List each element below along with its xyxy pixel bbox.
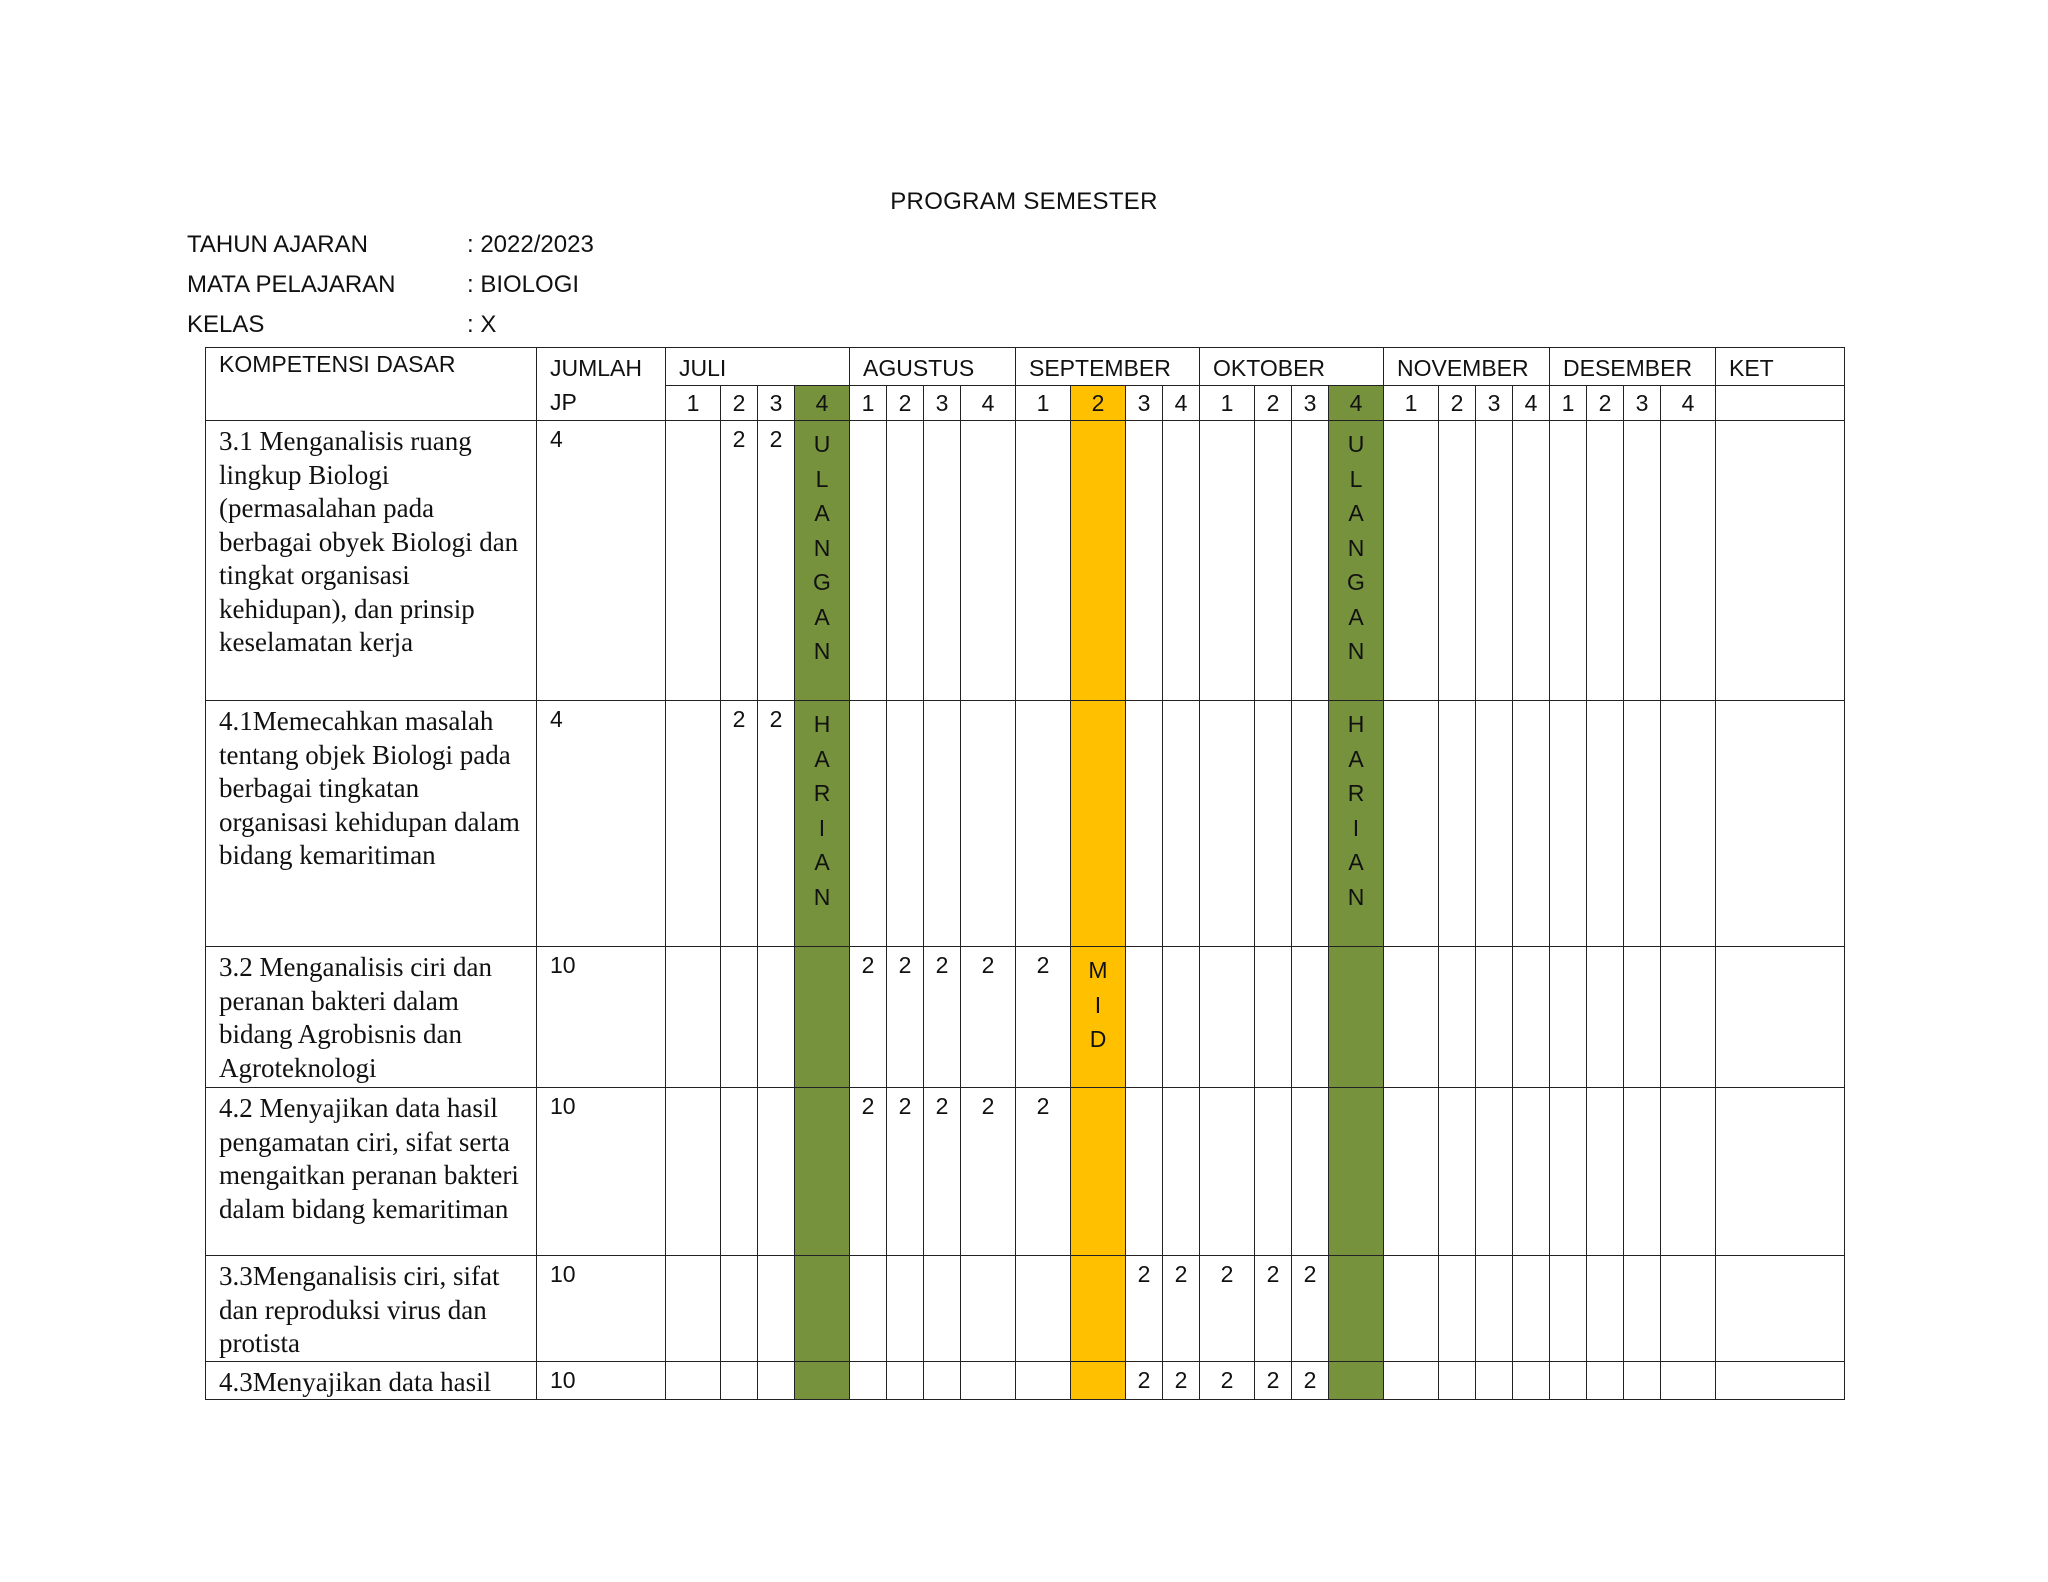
schedule-cell — [1661, 1256, 1716, 1362]
schedule-cell — [961, 421, 1016, 701]
week-number: 2 — [721, 386, 758, 421]
schedule-cell: 2 — [1163, 1256, 1200, 1362]
schedule-cell — [924, 701, 961, 947]
schedule-cell — [1587, 701, 1624, 947]
table-row — [206, 1361, 1845, 1400]
schedule-cell — [1587, 947, 1624, 1088]
schedule-cell — [1163, 947, 1200, 1088]
schedule-cell — [1624, 1361, 1661, 1400]
schedule-cell — [1550, 1361, 1587, 1400]
week-number: 3 — [1126, 386, 1163, 421]
schedule-cell: 2 — [758, 421, 795, 701]
schedule-cell — [666, 947, 721, 1088]
schedule-cell — [1071, 947, 1126, 1088]
vertical-letter: N — [813, 883, 831, 910]
schedule-cell — [1384, 701, 1439, 947]
week-number: 4 — [1513, 386, 1550, 421]
vertical-letter: L — [815, 465, 829, 492]
schedule-cell — [1624, 701, 1661, 947]
month-header-oktober: OKTOBER — [1200, 348, 1384, 386]
schedule-cell — [1126, 701, 1163, 947]
tahun-ajaran-value: : 2022/2023 — [467, 231, 594, 258]
schedule-cell — [1624, 1256, 1661, 1362]
schedule-cell: 2 — [924, 1088, 961, 1256]
vertical-letter: A — [814, 500, 830, 526]
schedule-cell — [1661, 947, 1716, 1088]
table-row — [206, 701, 1845, 947]
kompetensi-dasar-cell: 4.2 Menyajikan data hasil pengamatan ciri, sifat serta mengaitkan peranan bakteri dalam bidang kemaritiman — [206, 1088, 537, 1256]
schedule-cell — [795, 1361, 850, 1400]
schedule-cell: 2 — [1126, 1256, 1163, 1362]
ket-cell — [1716, 1088, 1845, 1256]
schedule-cell — [1071, 701, 1126, 947]
schedule-cell — [1513, 1088, 1550, 1256]
schedule-cell — [666, 421, 721, 701]
schedule-cell — [758, 1256, 795, 1362]
schedule-cell — [1329, 1361, 1384, 1400]
schedule-cell — [1476, 1088, 1513, 1256]
schedule-cell — [1587, 1361, 1624, 1400]
schedule-cell: 2 — [1292, 1361, 1329, 1400]
week-number: 1 — [1384, 386, 1439, 421]
schedule-cell — [721, 1088, 758, 1256]
schedule-cell — [1661, 1361, 1716, 1400]
week-number: 2 — [1071, 386, 1126, 421]
schedule-cell — [666, 701, 721, 947]
schedule-cell — [850, 701, 887, 947]
schedule-cell — [1587, 421, 1624, 701]
vertical-letter: R — [813, 780, 831, 806]
mata-pelajaran-label: MATA PELAJARAN — [187, 271, 396, 298]
schedule-cell — [795, 947, 850, 1088]
schedule-cell — [666, 1088, 721, 1256]
month-header-september: SEPTEMBER — [1016, 348, 1200, 386]
schedule-cell — [1016, 421, 1071, 701]
mata-pelajaran-value: : BIOLOGI — [467, 271, 580, 298]
schedule-cell — [1384, 947, 1439, 1088]
month-header-desember: DESEMBER — [1550, 348, 1716, 386]
schedule-cell — [1661, 421, 1716, 701]
schedule-cell — [1200, 947, 1255, 1088]
ket-week-blank — [1716, 386, 1845, 421]
jumlah-label: JUMLAH — [550, 355, 643, 381]
schedule-cell — [1200, 1088, 1255, 1256]
week-number: 2 — [1439, 386, 1476, 421]
schedule-cell — [1513, 947, 1550, 1088]
schedule-cell — [666, 1256, 721, 1362]
week-number: 3 — [1476, 386, 1513, 421]
schedule-cell — [721, 947, 758, 1088]
schedule-cell — [1661, 1088, 1716, 1256]
vertical-letter: A — [1348, 745, 1364, 772]
schedule-cell — [1624, 421, 1661, 701]
schedule-cell — [1439, 1256, 1476, 1362]
schedule-cell — [1292, 701, 1329, 947]
schedule-cell — [1071, 1088, 1126, 1256]
vertical-letter: H — [813, 711, 831, 737]
schedule-cell — [887, 1256, 924, 1362]
schedule-cell: 2 — [721, 421, 758, 701]
schedule-cell — [961, 701, 1016, 947]
schedule-cell — [1384, 1361, 1439, 1400]
kompetensi-dasar-cell: 4.1Memecahkan masalah tentang objek Biologi pada berbagai tingkatan organisasi kehidupan dalam bidang kemaritiman — [206, 701, 537, 947]
schedule-cell — [1587, 1256, 1624, 1362]
schedule-cell — [1163, 701, 1200, 947]
vertical-letter: A — [1348, 849, 1364, 875]
schedule-cell — [1384, 421, 1439, 701]
schedule-cell — [1439, 421, 1476, 701]
schedule-cell — [961, 1256, 1016, 1362]
week-number: 4 — [1661, 386, 1716, 421]
schedule-cell — [1016, 1256, 1071, 1362]
schedule-cell: 2 — [1200, 1361, 1255, 1400]
week-number: 4 — [961, 386, 1016, 421]
schedule-cell — [721, 1256, 758, 1362]
ulangan-harian-vertical-label — [1329, 426, 1383, 669]
schedule-cell: 2 — [1200, 1256, 1255, 1362]
vertical-letter: G — [813, 569, 831, 595]
jumlah-jp-cell: 10 — [537, 947, 666, 1088]
schedule-cell — [758, 947, 795, 1088]
vertical-letter: U — [813, 431, 831, 457]
schedule-cell: 2 — [850, 1088, 887, 1256]
ket-cell — [1716, 947, 1845, 1088]
schedule-cell — [758, 1361, 795, 1400]
schedule-cell: 2 — [758, 701, 795, 947]
schedule-cell — [1550, 701, 1587, 947]
schedule-cell — [1661, 701, 1716, 947]
ket-cell — [1716, 701, 1845, 947]
schedule-cell — [795, 421, 850, 701]
schedule-cell — [758, 1088, 795, 1256]
kelas-label: KELAS — [187, 311, 265, 338]
schedule-cell — [1476, 421, 1513, 701]
schedule-cell — [1329, 1088, 1384, 1256]
schedule-cell — [1292, 1088, 1329, 1256]
schedule-cell — [1384, 1256, 1439, 1362]
vertical-letter: A — [1348, 603, 1364, 630]
schedule-cell — [850, 1256, 887, 1362]
schedule-cell: 2 — [1292, 1256, 1329, 1362]
schedule-cell: 2 — [1016, 947, 1071, 1088]
vertical-letter: N — [1347, 883, 1365, 910]
schedule-cell — [887, 1361, 924, 1400]
schedule-cell — [1071, 1361, 1126, 1400]
ket-cell — [1716, 421, 1845, 701]
schedule-cell — [1476, 1256, 1513, 1362]
schedule-cell — [850, 421, 887, 701]
schedule-cell — [1329, 1256, 1384, 1362]
schedule-cell: 2 — [961, 1088, 1016, 1256]
vertical-letter: I — [818, 814, 826, 841]
schedule-cell — [887, 421, 924, 701]
week-number: 3 — [758, 386, 795, 421]
schedule-cell: 2 — [1163, 1361, 1200, 1400]
schedule-cell — [1329, 947, 1384, 1088]
schedule-cell — [1439, 1361, 1476, 1400]
schedule-cell — [1476, 947, 1513, 1088]
week-number: 2 — [1587, 386, 1624, 421]
kompetensi-dasar-cell: 4.3Menyajikan data hasil — [206, 1361, 537, 1400]
schedule-cell — [1200, 701, 1255, 947]
week-number: 1 — [666, 386, 721, 421]
schedule-cell — [924, 421, 961, 701]
schedule-cell — [1476, 1361, 1513, 1400]
vertical-letter: A — [1348, 500, 1364, 526]
ket-cell — [1716, 1256, 1845, 1362]
schedule-cell — [1439, 701, 1476, 947]
schedule-cell — [924, 1256, 961, 1362]
schedule-cell — [1071, 1256, 1126, 1362]
table-row — [206, 1088, 1845, 1256]
vertical-letter: R — [1347, 780, 1365, 806]
schedule-cell: 2 — [1016, 1088, 1071, 1256]
schedule-cell — [1200, 421, 1255, 701]
jumlah-jp-cell: 4 — [537, 701, 666, 947]
schedule-cell — [1255, 1088, 1292, 1256]
mid-semester-vertical-label — [1071, 952, 1125, 1057]
page-title: PROGRAM SEMESTER — [890, 188, 1158, 215]
kelas-value: : X — [467, 311, 497, 338]
week-number: 1 — [1200, 386, 1255, 421]
schedule-cell — [1476, 701, 1513, 947]
schedule-cell — [1292, 947, 1329, 1088]
month-header-november: NOVEMBER — [1384, 348, 1550, 386]
table-row — [206, 947, 1845, 1088]
vertical-letter: A — [814, 849, 830, 875]
table-row — [206, 1256, 1845, 1362]
schedule-cell — [1016, 701, 1071, 947]
week-number: 4 — [1163, 386, 1200, 421]
jumlah-jp-header — [537, 348, 666, 421]
schedule-cell — [924, 1361, 961, 1400]
vertical-letter: N — [1347, 638, 1365, 664]
month-header-juli: JULI — [666, 348, 850, 386]
schedule-cell: 2 — [1255, 1361, 1292, 1400]
ulangan-harian-vertical-label — [795, 426, 849, 669]
kompetensi-dasar-header: KOMPETENSI DASAR — [206, 348, 537, 421]
vertical-letter: N — [813, 534, 831, 561]
week-number: 4 — [795, 386, 850, 421]
week-number: 3 — [1624, 386, 1661, 421]
week-number: 1 — [1550, 386, 1587, 421]
schedule-cell — [795, 1088, 850, 1256]
ulangan-harian-vertical-label — [1329, 706, 1383, 914]
schedule-cell — [1550, 947, 1587, 1088]
schedule-cell — [1439, 947, 1476, 1088]
kompetensi-dasar-cell: 3.3Menganalisis ciri, sifat dan reproduksi virus dan protista — [206, 1256, 537, 1362]
schedule-cell — [887, 701, 924, 947]
program-semester-table — [205, 347, 1845, 1400]
vertical-letter: G — [1347, 569, 1365, 595]
schedule-cell — [1513, 1256, 1550, 1362]
schedule-cell — [666, 1361, 721, 1400]
schedule-cell — [1071, 421, 1126, 701]
schedule-cell: 2 — [924, 947, 961, 1088]
vertical-letter: A — [814, 745, 830, 772]
vertical-letter: A — [814, 603, 830, 630]
schedule-cell — [1550, 1088, 1587, 1256]
schedule-cell — [1255, 947, 1292, 1088]
schedule-cell — [1163, 1088, 1200, 1256]
vertical-letter: H — [1347, 711, 1365, 737]
jumlah-jp-cell: 10 — [537, 1088, 666, 1256]
kompetensi-dasar-cell: 3.2 Menganalisis ciri dan peranan bakteri dalam bidang Agrobisnis dan Agroteknologi — [206, 947, 537, 1088]
ket-header: KET — [1716, 348, 1845, 386]
schedule-cell — [1439, 1088, 1476, 1256]
week-number: 4 — [1329, 386, 1384, 421]
ket-cell — [1716, 1361, 1845, 1400]
schedule-cell — [850, 1361, 887, 1400]
schedule-cell: 2 — [1255, 1256, 1292, 1362]
header-row-months — [206, 348, 1845, 386]
schedule-cell — [1624, 1088, 1661, 1256]
schedule-cell — [1550, 421, 1587, 701]
schedule-cell — [1550, 1256, 1587, 1362]
schedule-cell — [721, 1361, 758, 1400]
month-header-agustus: AGUSTUS — [850, 348, 1016, 386]
vertical-letter: U — [1347, 431, 1365, 457]
schedule-cell — [1587, 1088, 1624, 1256]
schedule-cell: 2 — [850, 947, 887, 1088]
ulangan-harian-vertical-label — [795, 706, 849, 914]
schedule-cell: 2 — [1126, 1361, 1163, 1400]
jumlah-jp-cell: 10 — [537, 1361, 666, 1400]
schedule-cell — [1384, 1088, 1439, 1256]
schedule-cell — [795, 1256, 850, 1362]
jp-label: JP — [550, 389, 577, 415]
schedule-cell: 2 — [721, 701, 758, 947]
schedule-cell — [1126, 1088, 1163, 1256]
schedule-cell — [1513, 421, 1550, 701]
schedule-cell — [1329, 701, 1384, 947]
vertical-letter: I — [1094, 991, 1102, 1018]
week-number: 2 — [1255, 386, 1292, 421]
schedule-cell — [1329, 421, 1384, 701]
kompetensi-dasar-cell: 3.1 Menganalisis ruang lingkup Biologi (permasalahan pada berbagai obyek Biologi dan tingkat organisasi kehidupan), dan prinsip keselamatan kerja — [206, 421, 537, 701]
table-row — [206, 421, 1845, 701]
schedule-cell — [1255, 421, 1292, 701]
week-number: 1 — [1016, 386, 1071, 421]
schedule-cell — [1513, 1361, 1550, 1400]
schedule-cell — [1513, 701, 1550, 947]
schedule-cell — [795, 701, 850, 947]
vertical-letter: N — [813, 638, 831, 664]
vertical-letter: M — [1088, 957, 1108, 983]
week-number: 2 — [887, 386, 924, 421]
vertical-letter: N — [1347, 534, 1365, 561]
vertical-letter: L — [1349, 465, 1363, 492]
schedule-cell: 2 — [887, 1088, 924, 1256]
week-number: 1 — [850, 386, 887, 421]
vertical-letter: I — [1352, 814, 1360, 841]
schedule-cell — [1016, 1361, 1071, 1400]
vertical-letter: D — [1089, 1026, 1107, 1052]
schedule-cell — [1255, 701, 1292, 947]
schedule-cell — [961, 1361, 1016, 1400]
schedule-cell — [1292, 421, 1329, 701]
jumlah-jp-cell: 10 — [537, 1256, 666, 1362]
schedule-cell — [1126, 421, 1163, 701]
schedule-cell: 2 — [887, 947, 924, 1088]
schedule-cell: 2 — [961, 947, 1016, 1088]
tahun-ajaran-label: TAHUN AJARAN — [187, 231, 368, 258]
schedule-cell — [1163, 421, 1200, 701]
schedule-cell — [1624, 947, 1661, 1088]
week-number: 3 — [924, 386, 961, 421]
schedule-cell — [1126, 947, 1163, 1088]
jumlah-jp-cell: 4 — [537, 421, 666, 701]
week-number: 3 — [1292, 386, 1329, 421]
